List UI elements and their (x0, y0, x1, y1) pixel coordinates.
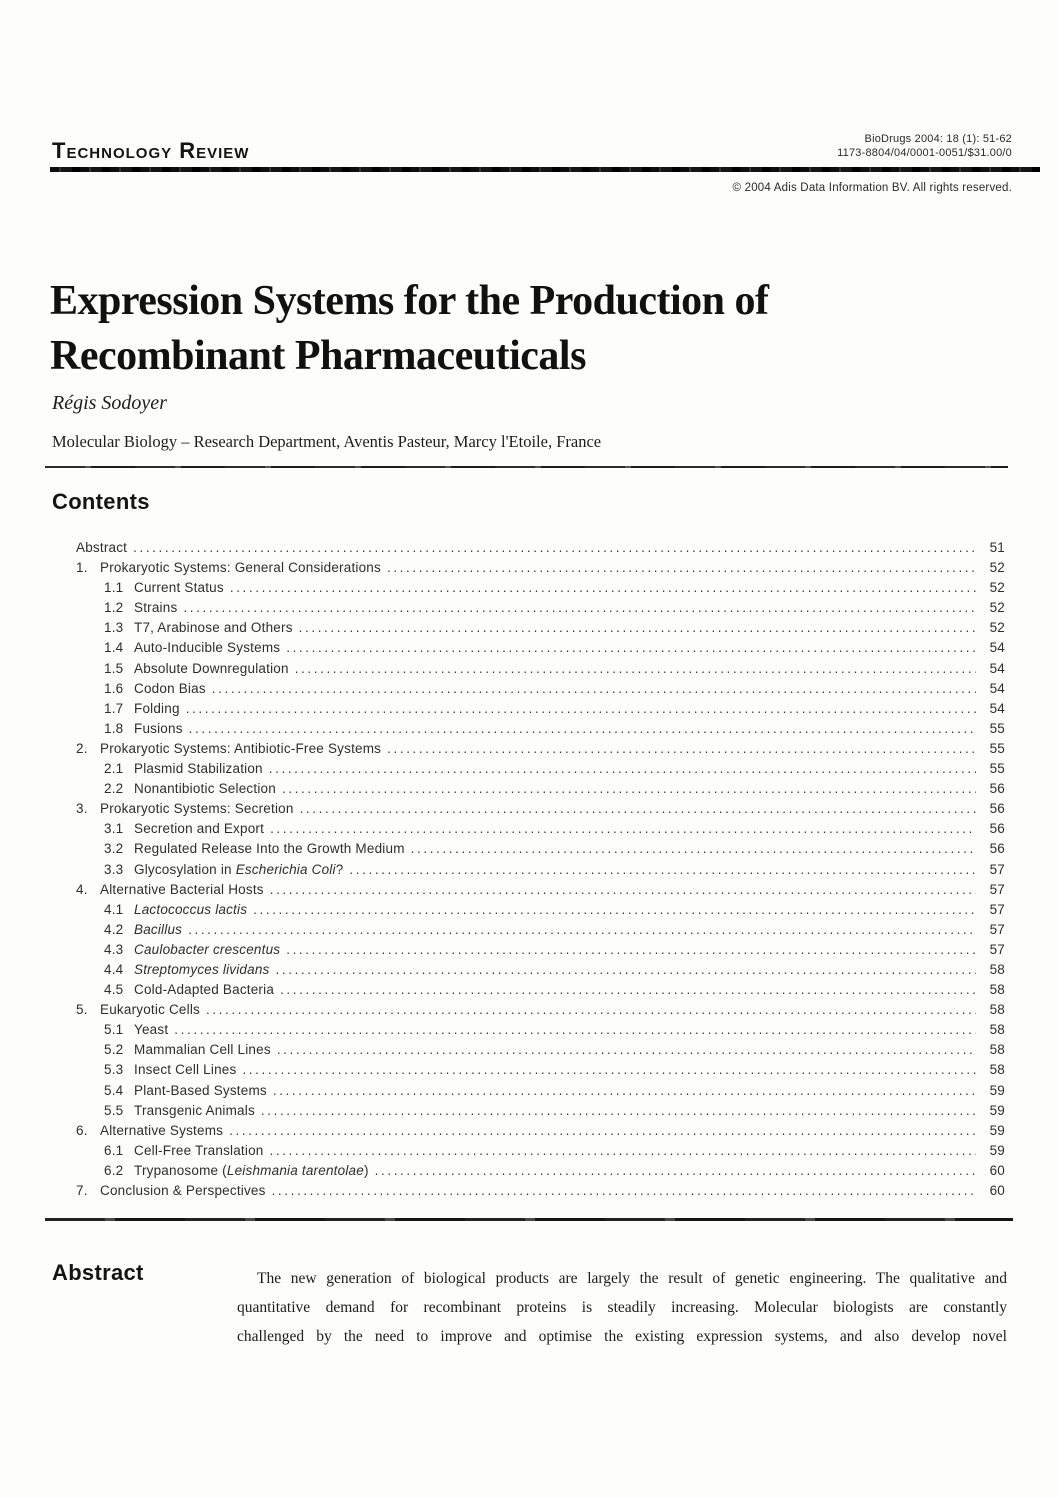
abstract-line: The new generation of biological products are largely the result of genetic engineering. The qualitative and (257, 1270, 1007, 1287)
toc-entry-label: Streptomyces lividans (134, 961, 270, 977)
toc-entry-number: 1.5 (104, 660, 124, 676)
toc-entry-number: 1.2 (104, 600, 124, 616)
toc-leader-dots (270, 882, 976, 897)
toc-row (76, 902, 1005, 922)
toc-entry-number: 4. (76, 881, 88, 897)
toc-page-number: 54 (989, 680, 1005, 696)
toc-page-number: 52 (989, 580, 1005, 596)
toc-entry-number: 1.8 (104, 720, 124, 736)
article-title-line-1: Expression Systems for the Production of (50, 278, 769, 324)
toc-entry-number: 4.4 (104, 961, 124, 977)
toc-leader-dots (286, 942, 976, 957)
toc-entry-number: 4.1 (104, 901, 124, 917)
toc-page-number: 57 (989, 881, 1005, 897)
toc-entry-number: 6.1 (104, 1142, 124, 1158)
toc-page-number: 59 (989, 1142, 1005, 1158)
toc-page-number: 59 (989, 1082, 1005, 1098)
toc-leader-dots (186, 701, 976, 716)
toc-page-number: 54 (989, 700, 1005, 716)
toc-entry-label: Secretion and Export (134, 821, 265, 837)
toc-entry-number: 1. (76, 560, 88, 576)
toc-row (76, 681, 1005, 701)
toc-entry-label: Cell-Free Translation (134, 1142, 264, 1158)
toc-leader-dots (189, 721, 976, 736)
toc-leader-dots (387, 560, 976, 575)
toc-page-number: 55 (989, 761, 1005, 777)
toc-entry-label: Prokaryotic Systems: General Considerations (100, 560, 381, 576)
toc-leader-dots (295, 661, 976, 676)
toc-leader-dots (229, 1123, 976, 1138)
toc-row (76, 1143, 1005, 1163)
toc-entry-number: 2.2 (104, 781, 124, 797)
toc-entry-label: Codon Bias (134, 680, 206, 696)
toc-page-number: 58 (989, 1002, 1005, 1018)
toc-entry-label: Plant-Based Systems (134, 1082, 267, 1098)
toc-entry-number: 5.1 (104, 1022, 124, 1038)
toc-leader-dots (387, 741, 976, 756)
toc-page-number: 56 (989, 781, 1005, 797)
toc-entry-number: 7. (76, 1183, 88, 1198)
citation-line-2: 1173-8804/04/0001-0051/$31.00/0 (837, 147, 1012, 159)
toc-entry-number: 5.5 (104, 1102, 124, 1118)
toc-row (76, 1123, 1005, 1143)
toc-leader-dots (261, 1103, 976, 1118)
masthead-rule (50, 167, 1040, 172)
toc-page-number: 54 (989, 660, 1005, 676)
toc-entry-label: Mammalian Cell Lines (134, 1042, 271, 1058)
author-name: Régis Sodoyer (52, 392, 167, 414)
toc-entry-label: Yeast (134, 1022, 169, 1038)
toc-page-number: 58 (989, 1062, 1005, 1078)
toc-entry-label: Fusions (134, 720, 183, 736)
toc-entry-label: Insect Cell Lines (134, 1062, 237, 1078)
toc-leader-dots (183, 600, 976, 615)
toc-leader-dots (272, 1183, 976, 1198)
toc-leader-dots (242, 1062, 976, 1077)
toc-row (76, 1042, 1005, 1062)
toc-page-number: 52 (989, 620, 1005, 636)
toc-entry-number: 5.2 (104, 1042, 124, 1058)
toc-row (76, 721, 1005, 741)
toc-entry-label: Eukaryotic Cells (100, 1002, 200, 1018)
toc-entry-label: Regulated Release Into the Growth Medium (134, 841, 405, 857)
article-title-line-2: Recombinant Pharmaceuticals (50, 333, 586, 379)
toc-entry-label: Transgenic Animals (134, 1102, 255, 1118)
toc-entry-number: 5.3 (104, 1062, 124, 1078)
toc-entry-number: 1.3 (104, 620, 124, 636)
toc-entry-label: Bacillus (134, 921, 183, 937)
toc-page-number: 55 (989, 720, 1005, 736)
toc-entry-label: Caulobacter crescentus (134, 941, 281, 957)
toc-row (76, 821, 1005, 841)
toc-leader-dots (133, 540, 976, 555)
toc-page-number: 58 (989, 982, 1005, 998)
toc-entry-number: 3. (76, 801, 88, 817)
toc-page-number: 60 (989, 1183, 1005, 1198)
toc-entry-label: Trypanosome (Leishmania tarentolae) (134, 1162, 369, 1178)
toc-row (76, 620, 1005, 640)
toc-entry-label: Abstract (76, 540, 128, 555)
toc-row (76, 781, 1005, 801)
section-rule-bottom (45, 1218, 1013, 1221)
toc-leader-dots (375, 1163, 976, 1178)
abstract-heading: Abstract (52, 1260, 144, 1285)
toc-leader-dots (174, 1022, 976, 1037)
toc-entry-number: 3.2 (104, 841, 124, 857)
toc-entry-label: Alternative Bacterial Hosts (100, 881, 264, 897)
toc-leader-dots (270, 821, 976, 836)
toc-page-number: 58 (989, 961, 1005, 977)
toc-entry-number: 2.1 (104, 761, 124, 777)
toc-entry-number: 1.1 (104, 580, 124, 596)
toc-row (76, 661, 1005, 681)
toc-leader-dots (188, 922, 976, 937)
section-rule-top (45, 466, 1008, 468)
toc-leader-dots (276, 962, 976, 977)
toc-entry-number: 1.4 (104, 640, 124, 656)
toc-row (76, 1103, 1005, 1123)
toc-row (76, 701, 1005, 721)
toc-row (76, 882, 1005, 902)
toc-row (76, 962, 1005, 982)
toc-entry-number: 4.5 (104, 982, 124, 998)
toc-entry-label: Plasmid Stabilization (134, 761, 263, 777)
citation-line-1: BioDrugs 2004: 18 (1): 51-62 (864, 133, 1012, 145)
abstract-line: quantitative demand for recombinant proteins is steadily increasing. Molecular biologists are constantly (237, 1299, 1007, 1316)
toc-entry-label: Folding (134, 700, 180, 716)
toc-leader-dots (270, 1143, 977, 1158)
toc-leader-dots (411, 841, 976, 856)
toc-page-number: 59 (989, 1102, 1005, 1118)
toc-page-number: 57 (989, 941, 1005, 957)
toc-page-number: 52 (989, 560, 1005, 576)
toc-entry-number: 6. (76, 1122, 88, 1138)
copyright-line: © 2004 Adis Data Information BV. All rights reserved. (732, 182, 1012, 194)
toc-entry-number: 2. (76, 740, 88, 756)
journal-citation (837, 132, 1012, 160)
toc-row (76, 580, 1005, 600)
toc-row (76, 1002, 1005, 1022)
toc-page-number: 52 (989, 600, 1005, 616)
toc-entry-number: 1.7 (104, 700, 124, 716)
toc-row (76, 801, 1005, 821)
toc-entry-number: 4.3 (104, 941, 124, 957)
toc-row (76, 560, 1005, 580)
toc-row (76, 540, 1005, 560)
toc-leader-dots (206, 1002, 976, 1017)
toc-entry-label: Prokaryotic Systems: Secretion (100, 801, 294, 817)
author-affiliation: Molecular Biology – Research Department, Aventis Pasteur, Marcy l'Etoile, France (52, 432, 602, 451)
abstract-line: challenged by the need to improve and optimise the existing expression systems, and also develop novel (237, 1328, 1007, 1345)
review-type-label: Technology Review (52, 138, 250, 163)
toc-leader-dots (286, 640, 976, 655)
toc-entry-number: 4.2 (104, 921, 124, 937)
toc-leader-dots (349, 862, 976, 877)
toc-leader-dots (230, 580, 976, 595)
toc-entry-label: Auto-Inducible Systems (134, 640, 281, 656)
toc-entry-number: 1.6 (104, 680, 124, 696)
toc-entry-label: Strains (134, 600, 178, 616)
article-title (50, 274, 910, 384)
toc-entry-number: 5. (76, 1002, 88, 1018)
toc-entry-label: Glycosylation in Escherichia Coli? (134, 861, 344, 877)
toc-leader-dots (299, 620, 976, 635)
toc-page-number: 57 (989, 901, 1005, 917)
toc-row (76, 1022, 1005, 1042)
toc-page-number: 55 (989, 740, 1005, 756)
toc-page-number: 56 (989, 801, 1005, 817)
toc-page-number: 57 (989, 861, 1005, 877)
toc-leader-dots (282, 781, 976, 796)
toc-row (76, 942, 1005, 962)
contents-heading: Contents (52, 489, 150, 514)
toc-entry-label: Conclusion & Perspectives (100, 1183, 266, 1198)
toc-page-number: 56 (989, 821, 1005, 837)
toc-row (76, 1062, 1005, 1082)
toc-entry-label: Current Status (134, 580, 224, 596)
toc-leader-dots (280, 982, 976, 997)
toc-page-number: 59 (989, 1122, 1005, 1138)
toc-page-number: 57 (989, 921, 1005, 937)
toc-page-number: 58 (989, 1022, 1005, 1038)
toc-list (76, 540, 1005, 1203)
toc-leader-dots (277, 1042, 976, 1057)
abstract-paragraph (237, 1264, 1007, 1351)
toc-entry-label: Cold-Adapted Bacteria (134, 982, 275, 998)
toc-entry-label: Absolute Downregulation (134, 660, 289, 676)
toc-row (76, 761, 1005, 781)
toc-row (76, 862, 1005, 882)
toc-page-number: 54 (989, 640, 1005, 656)
toc-entry-number: 5.4 (104, 1082, 124, 1098)
toc-leader-dots (300, 801, 976, 816)
toc-row (76, 741, 1005, 761)
toc-row (76, 841, 1005, 861)
toc-leader-dots (269, 761, 976, 776)
toc-row (76, 1083, 1005, 1103)
toc-row (76, 640, 1005, 660)
toc-page-number: 51 (989, 540, 1005, 555)
toc-leader-dots (212, 681, 976, 696)
toc-leader-dots (253, 902, 976, 917)
toc-entry-number: 6.2 (104, 1162, 124, 1178)
toc-row (76, 1163, 1005, 1183)
toc-row (76, 600, 1005, 620)
toc-entry-number: 3.1 (104, 821, 124, 837)
toc-row (76, 1183, 1005, 1203)
toc-entry-number: 3.3 (104, 861, 124, 877)
toc-row (76, 982, 1005, 1002)
toc-page-number: 60 (989, 1162, 1005, 1178)
toc-entry-label: Lactococcus lactis (134, 901, 248, 917)
toc-leader-dots (273, 1083, 976, 1098)
toc-entry-label: T7, Arabinose and Others (134, 620, 293, 636)
toc-entry-label: Prokaryotic Systems: Antibiotic-Free Systems (100, 740, 382, 756)
toc-page-number: 56 (989, 841, 1005, 857)
toc-row (76, 922, 1005, 942)
toc-page-number: 58 (989, 1042, 1005, 1058)
toc-entry-label: Alternative Systems (100, 1122, 224, 1138)
toc-entry-label: Nonantibiotic Selection (134, 781, 276, 797)
